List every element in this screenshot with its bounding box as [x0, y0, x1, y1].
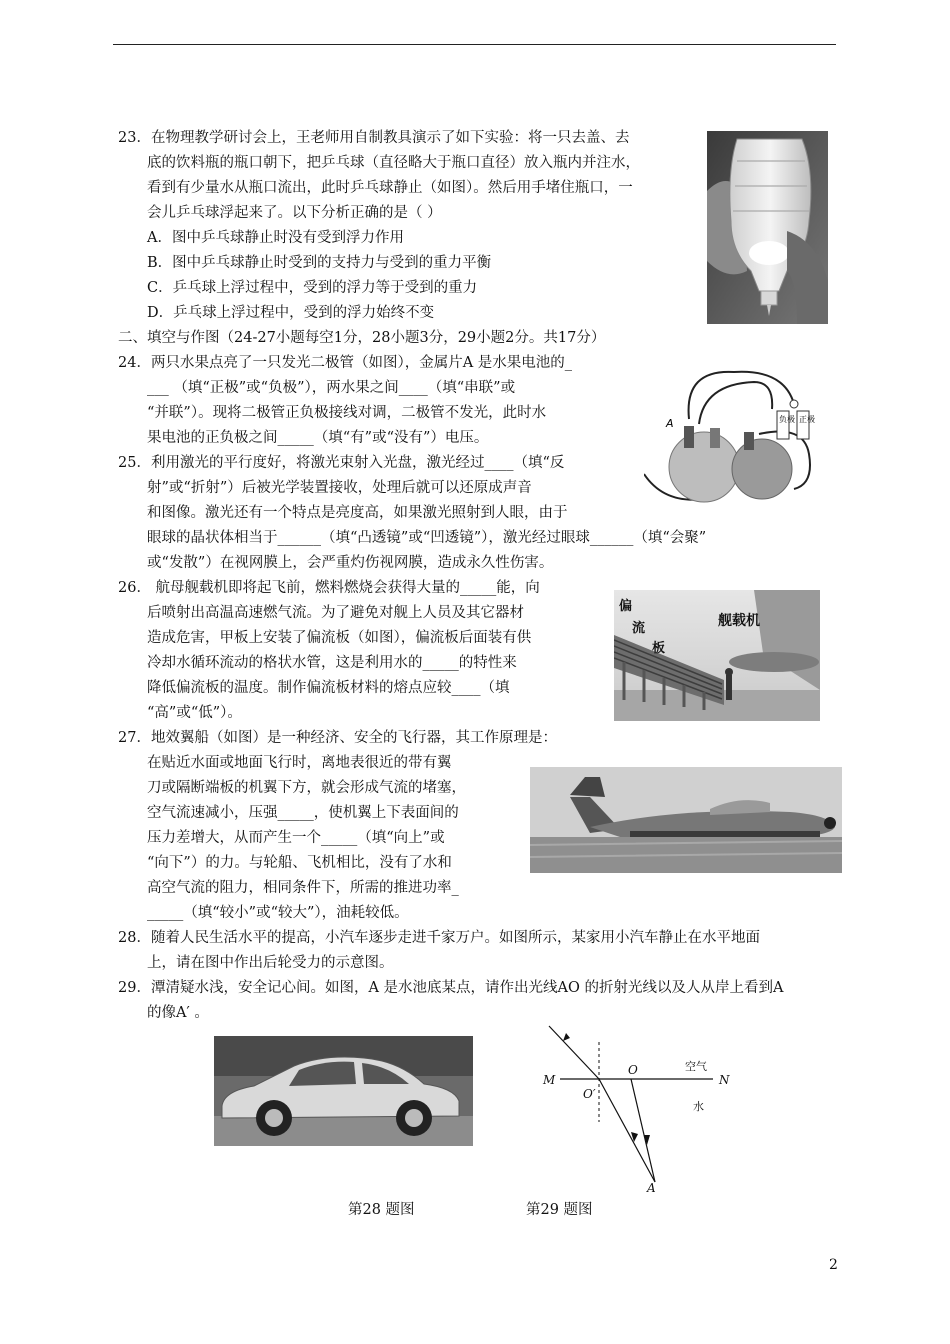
q24-line: 24．两只水果点亮了一只发光二极管（如图），金属片A 是水果电池的_	[118, 355, 573, 371]
q24-line: ___ （填“正极”或“负极”），两水果之间____（填“串联”或	[147, 380, 516, 396]
svg-text:M N O O′	[542, 1063, 733, 1192]
q27-line: 27．地效翼船（如图）是一种经济、安全的飞行器，其工作原理是：	[118, 730, 557, 746]
fig24-label-positive: 正极	[799, 415, 815, 424]
q27-line: 高空气流的阻力，相同条件下，所需的推进功率_	[147, 880, 459, 896]
q28-line: 上，请在图中作出后轮受力的示意图。	[147, 955, 394, 971]
q26-line: 后喷射出高温高速燃气流。为了避免对舰上人员及其它器材	[147, 605, 524, 621]
q28-line: 28．随着人民生活水平的提高，小汽车逐步走进千家万户。如图所示，某家用小汽车静止在水平地面	[118, 930, 760, 946]
fig29-label-o: O	[628, 1063, 638, 1077]
fig28-caption: 第28 题图	[348, 1202, 415, 1218]
section-2-heading: 二、填空与作图（24-27小题每空1分，28小题3分，29小题2分。共17分）	[118, 330, 606, 346]
deflector-photo	[614, 590, 820, 721]
q26-line: “高”或“低”）。	[147, 705, 242, 721]
q23-option-c: C．乒乓球上浮过程中，受到的浮力等于受到的重力	[147, 280, 478, 296]
fruit-battery-figure	[644, 364, 824, 504]
fig29-label-n: N	[719, 1073, 730, 1087]
q24-line: 果电池的正负极之间_____（填“有”或“没有”）电压。	[147, 430, 489, 446]
svg-text:空气 水	[685, 1059, 711, 1113]
q26-line: 降低偏流板的温度。制作偏流板材料的熔点应较____（填	[147, 680, 510, 696]
q23-option-a: A．图中乒乓球静止时没有受到浮力作用	[147, 230, 404, 246]
q27-line: 刀或隔断端板的机翼下方，就会形成气流的堵塞，	[147, 780, 466, 796]
q27-line: 空气流速减小，压强_____，使机翼上下表面间的	[147, 805, 459, 821]
q29-line: 的像A′ 。	[147, 1005, 209, 1021]
q26-line: 冷却水循环流动的格状水管，这是利用水的_____的特性来	[147, 655, 517, 671]
q25-line: 或“发散”）在视网膜上，会严重灼伤视网膜，造成永久性伤害。	[147, 555, 554, 571]
q27-line: 压力差增大，从而产生一个_____（填“向上”或	[147, 830, 445, 846]
fig26-label-deflector-1: 偏	[619, 599, 633, 614]
fig26-label-plane: 舰载机	[718, 613, 760, 629]
fig24-label-negative: 负极	[779, 415, 795, 424]
q27-line: _____（填“较小”或“较大”），油耗较低。	[147, 905, 409, 921]
q27-line: “向下”）的力。与轮船、飞机相比，没有了水和	[147, 855, 452, 871]
q25-line: 和图像。激光还有一个特点是亮度高，如果激光照射到人眼，由于	[147, 505, 568, 521]
refraction-diagram	[535, 1022, 745, 1192]
q26-line: 造成危害，甲板上安装了偏流板（如图），偏流板后面装有供	[147, 630, 532, 646]
fig24-label-a: A	[666, 417, 674, 430]
q23-line: 看到有少量水从瓶口流出，此时乒乓球静止（如图）。然后用手堵住瓶口，一	[147, 180, 633, 196]
fig26-label-deflector-3: 板	[652, 641, 666, 656]
q23-line: 会儿乒乓球浮起来了。以下分析正确的是（ ）	[147, 205, 442, 221]
fig29-label-o-prime: O′	[583, 1087, 596, 1101]
q23-option-d: D．乒乓球上浮过程中，受到的浮力始终不变	[147, 305, 435, 321]
q27-line: 在贴近水面或地面飞行时，离地表很近的带有翼	[147, 755, 452, 771]
fig29-label-m: M	[543, 1073, 556, 1087]
fig26-label-deflector-2: 流	[632, 621, 646, 636]
page-number: 2	[829, 1257, 838, 1273]
wig-craft-photo	[530, 767, 842, 873]
car-photo	[214, 1036, 473, 1146]
fig29-label-water: 水	[693, 1100, 704, 1113]
q25-line: 射”或“折射”）后被光学装置接收，处理后就可以还原成声音	[147, 480, 532, 496]
svg-text:负极 正极	[779, 414, 815, 424]
q24-line: “并联”）。现将二极管正负极接线对调，二极管不发光，此时水	[147, 405, 547, 421]
fig29-caption: 第29 题图	[526, 1202, 593, 1218]
q25-line: 眼球的晶状体相当于______（填“凸透镜”或“凹透镜”），激光经过眼球______（填“会聚”	[147, 530, 707, 546]
fig29-label-air: 空气	[685, 1060, 707, 1073]
header-rule	[113, 44, 836, 45]
fig29-label-a: A	[647, 1181, 656, 1192]
q23-line: 底的饮料瓶的瓶口朝下，把乒乓球（直径略大于瓶口直径）放入瓶内并注水，	[147, 155, 640, 171]
bottle-photo	[707, 131, 828, 324]
q26-line: 26． 航母舰载机即将起飞前，燃料燃烧会获得大量的_____能，向	[118, 580, 540, 596]
q25-line: 25．利用激光的平行度好，将激光束射入光盘，激光经过____（填“反	[118, 455, 565, 471]
q23-line: 23．在物理教学研讨会上，王老师用自制教具演示了如下实验：将一只去盖、去	[118, 130, 630, 146]
q29-line: 29．潭清疑水浅，安全记心间。如图，A 是水池底某点，请作出光线AO 的折射光线以及人从岸上看到A	[118, 980, 784, 996]
q23-option-b: B．图中乒乓球静止时受到的支持力与受到的重力平衡	[147, 255, 492, 271]
